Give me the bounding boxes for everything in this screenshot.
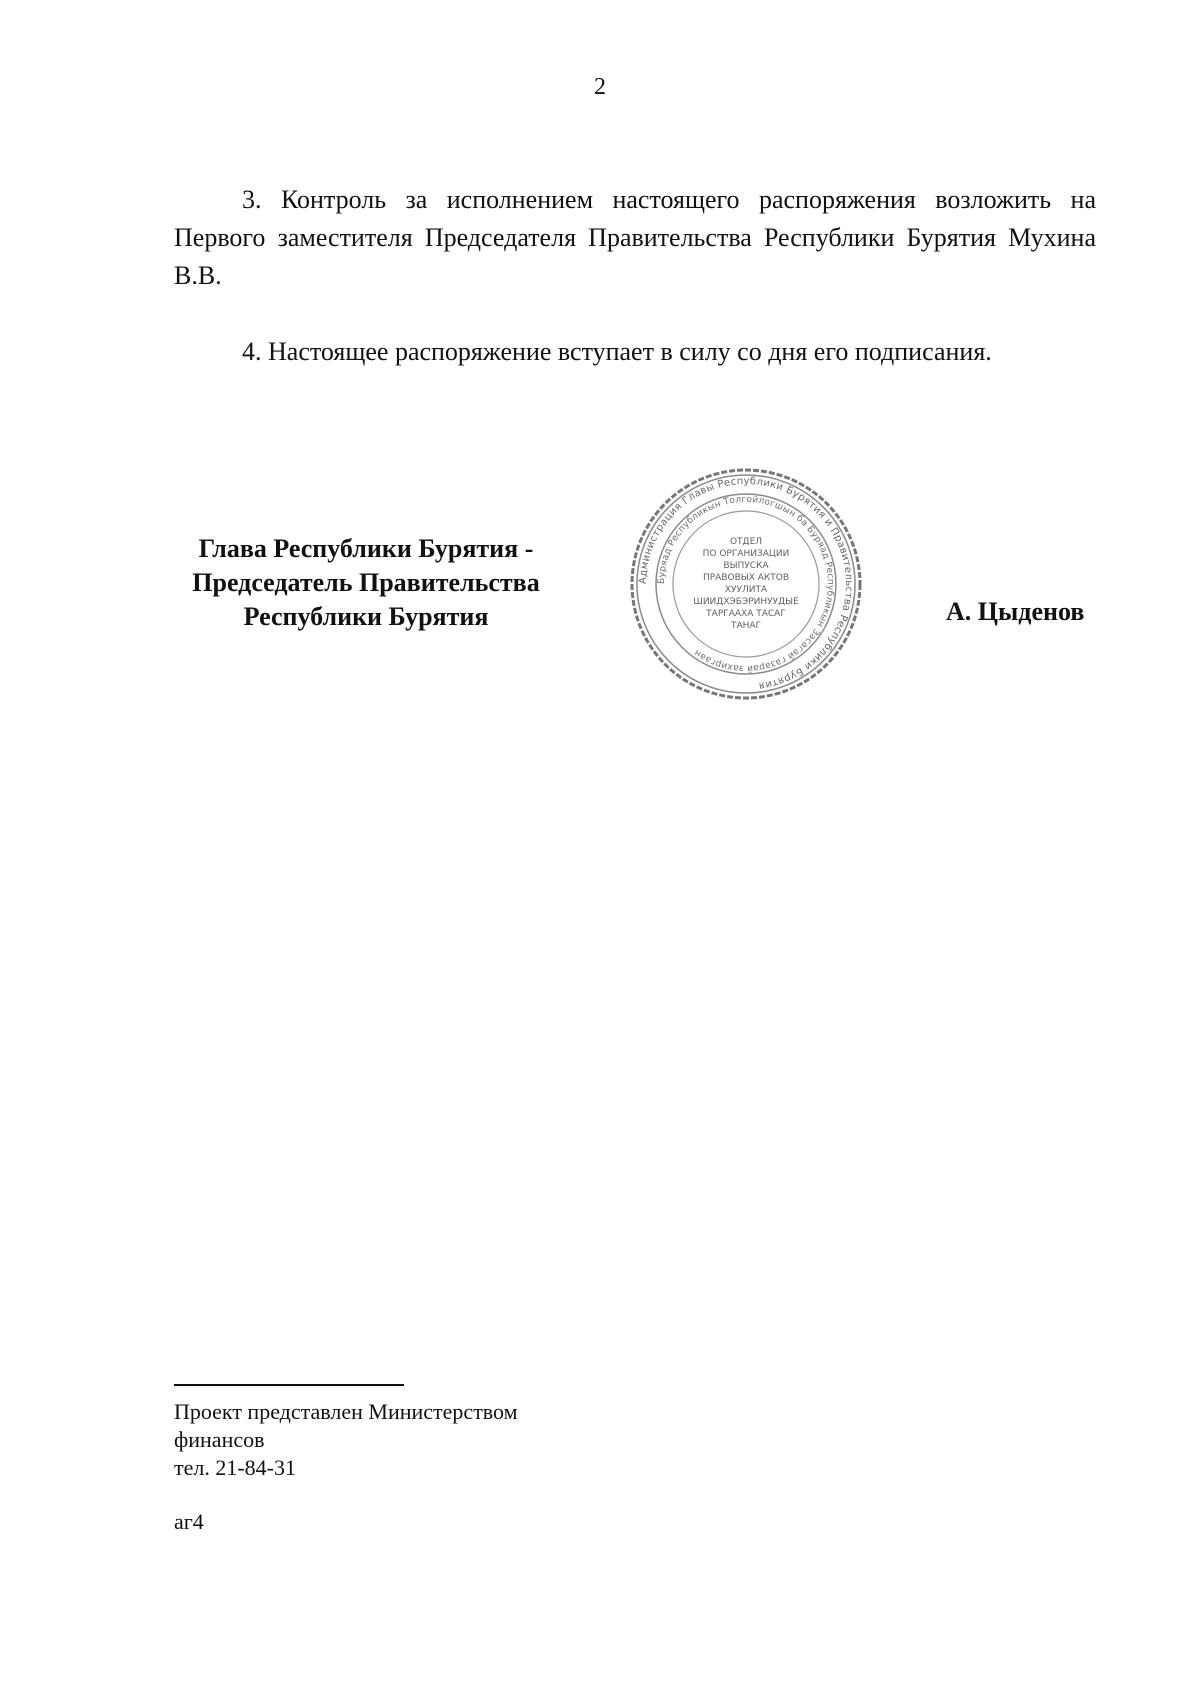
svg-text:Администрация Главы Республики [638,476,854,691]
seal-center-line-6: ШИИДХЭБЭРИНУУДЫЕ [693,597,799,607]
official-seal [628,466,864,702]
paragraph-3: 3. Контроль за исполнением настоящего распоряжения возложить на Первого заместителя Председателя Правительства Республики Бурятия Мухина В.В. [174,185,1096,290]
seal-outer-text: Администрация Главы Республики Бурятия и Правительства Республики Бурятия [637,475,855,692]
footer-phone: тел. 21-84-31 [174,1455,297,1480]
footer-divider [174,1384,404,1386]
footer-project-line-1: Проект представлен Министерством [174,1399,518,1424]
seal-center-line-1: ОТДЕЛ [729,537,763,547]
paragraph-4: 4. Настоящее распоряжение вступает в силу со дня его подписания. [242,337,992,366]
footer-project-line-2: финансов [174,1427,265,1452]
seal-center-line-3: ВЫПУСКА [723,561,769,571]
seal-center-line-2: ПО ОРГАНИЗАЦИИ [702,549,790,559]
seal-center-line-7: ТАРГААХА ТАСАГ [706,609,786,619]
footer-code: аг4 [174,1509,204,1534]
seal-center-line-8: ТАНАГ [730,621,762,631]
seal-inner-text: Буряад Республикын Толгойлогшын ба Буряад Республикын Засагай газарай захиргаан [656,494,836,674]
seal-center-line-4: ПРАВОВЫХ АКТОВ [702,573,790,583]
signatory-title-line-1: Глава Республики Бурятия - [198,534,534,563]
seal-center-line-5: ХУУЛИТА [724,585,768,595]
svg-text:Буряад Республикын Толгойлогшы [657,495,835,673]
signatory-title [150,532,582,634]
signatory-title-line-2: Председатель Правительства [192,568,540,597]
signatory-title-line-3: Республики Бурятия [243,602,489,631]
signer-name: А. Цыденов [946,597,1085,626]
page-number: 2 [594,74,606,100]
